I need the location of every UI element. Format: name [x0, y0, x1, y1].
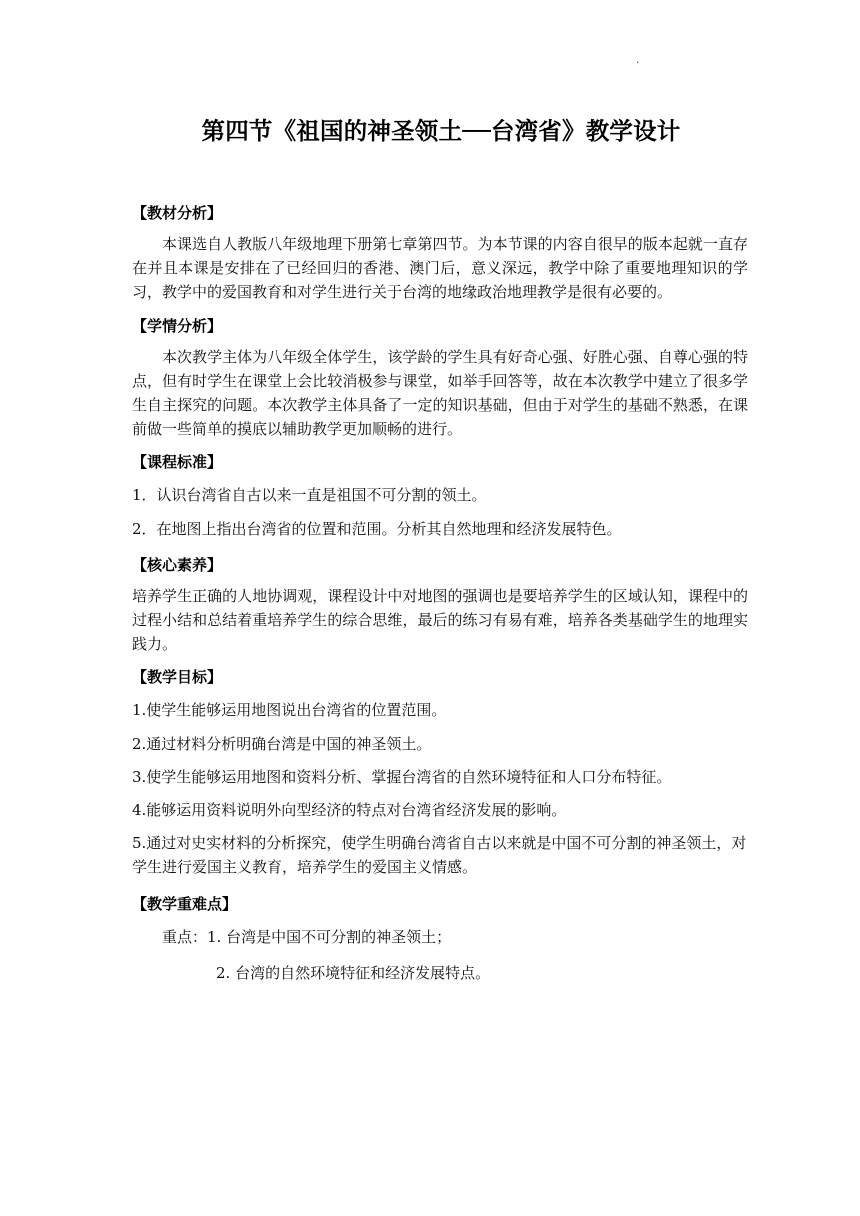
heading-curriculum-standards: 【课程标准】	[132, 453, 223, 472]
standard-item-1: 1．认识台湾省自古以来一直是祖国不可分割的领土。	[132, 486, 487, 505]
objective-item-4: 4.能够运用资料说明外向型经济的特点对台湾省经济发展的影响。	[132, 801, 567, 820]
objective-item-3: 3.使学生能够运用地图和资料分析、掌握台湾省的自然环境特征和人口分布特征。	[132, 767, 672, 786]
heading-material-analysis: 【教材分析】	[132, 204, 223, 222]
paragraph-student-analysis: 本次教学主体为八年级全体学生，该学龄的学生具有好奇心强、好胜心强、自尊心强的特点，但有时学生在课堂上会比较消极参与课堂，如举手回答等，故在本次教学中建立了很多学生自主探究的问题。本次教学主体具备了一定的知识基础，但由于对学生的基础不熟悉，在课前做一些简单的摸底以辅助教学更加顺畅的进行。	[132, 347, 748, 439]
heading-core-literacy: 【核心素养】	[132, 555, 223, 574]
page-title: 第四节《祖国的神圣领土──台湾省》教学设计	[201, 117, 681, 145]
header-mark: ·	[636, 58, 640, 69]
key-point-line-2: 2. 台湾的自然环境特征和经济发展特点。	[216, 963, 491, 982]
document-body	[132, 198, 748, 991]
objective-item-2: 2.通过材料分析明确台湾是中国的神圣领土。	[132, 734, 432, 753]
paragraph-material-analysis: 本课选自人教版八年级地理下册第七章第四节。为本节课的内容自很早的版本起就一直存在并且本课是安排在了已经回归的香港、澳门后，意义深远，教学中除了重要地理知识的学习，教学中的爱国教育和对学生进行关于台湾的地缘政治地理教学是很有必要的。	[132, 235, 748, 302]
heading-key-difficult-points: 【教学重难点】	[132, 894, 238, 913]
heading-teaching-objectives: 【教学目标】	[132, 668, 223, 687]
heading-student-analysis: 【学情分析】	[132, 316, 223, 335]
objective-item-1: 1.使学生能够运用地图说出台湾省的位置范围。	[132, 701, 447, 720]
objective-item-5: 5.通过对史实材料的分析探究，使学生明确台湾省自古以来就是中国不可分割的神圣领土，对学生进行爱国主义教育，培养学生的爱国主义情感。	[132, 834, 747, 877]
key-point-line-1: 重点：1. 台湾是中国不可分割的神圣领土；	[162, 927, 452, 946]
paragraph-core-literacy: 培养学生正确的人地协调观，课程设计中对地图的强调也是要培养学生的区域认知，课程中的过程小结和总结着重培养学生的综合思维，最后的练习有易有难，培养各类基础学生的地理实践力。	[132, 586, 748, 654]
standard-item-2: 2．在地图上指出台湾省的位置和范围。分析其自然地理和经济发展特色。	[132, 519, 622, 538]
